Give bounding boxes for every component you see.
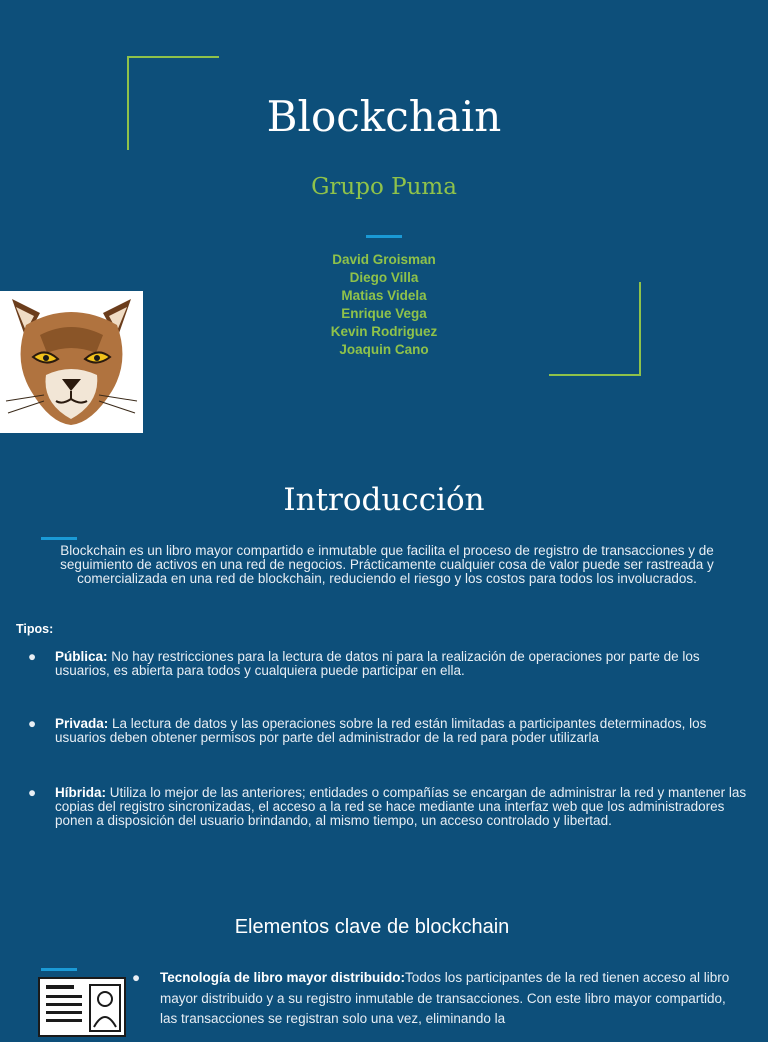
member-name: Joaquin Cano: [339, 342, 429, 357]
elemento-item: [132, 968, 732, 1030]
member-name: Matias Videla: [341, 288, 427, 303]
bullet-icon: ●: [28, 649, 37, 664]
tipo-description: No hay restricciones para la lectura de datos ni para la realización de operaciones por parte de los usuarios, es abierta para todos y cualquiera puede participar en ella.: [55, 649, 700, 678]
accent-divider: [366, 235, 402, 238]
member-name: Enrique Vega: [341, 306, 427, 321]
member-name: Kevin Rodriguez: [330, 324, 438, 339]
bullet-icon: ●: [132, 970, 141, 985]
tipo-item-publica: [28, 650, 754, 678]
accent-divider: [41, 537, 77, 540]
bullet-icon: ●: [28, 785, 37, 800]
tipo-item-privada: [28, 717, 754, 745]
intro-paragraph: Blockchain es un libro mayor compartido e inmutable que facilita el proceso de registro de transacciones y de seguimiento de activos en una red de negocios. Prácticamente cualquier cosa de valor puede ser rastreada y comercializada en una red de blockchain, reduciendo el riesgo y los costos para todos los involucrados.: [60, 543, 714, 586]
page-title: Blockchain: [266, 92, 502, 141]
tipo-description: Utiliza lo mejor de las anteriores; entidades o compañías se encargan de administrar la red y mantener las copias del registro sincronizadas, el acceso a la red se hace mediante una interfaz web que los administradores ponen a disposición del usuario brindando, al mismo tiempo, un acceso controlado y libertad.: [55, 785, 747, 828]
tipo-term: Híbrida:: [55, 785, 107, 800]
corner-frame-bottom-right: [549, 374, 641, 376]
tipos-label: Tipos:: [16, 622, 54, 636]
member-name: David Groisman: [332, 252, 436, 267]
elementos-heading: Elementos clave de blockchain: [234, 916, 510, 938]
page-subtitle: Grupo Puma: [311, 174, 457, 200]
tipo-term: Privada:: [55, 716, 109, 731]
id-document-icon: [38, 977, 126, 1037]
accent-divider: [41, 968, 77, 971]
tipo-description: La lectura de datos y las operaciones sobre la red están limitadas a participantes determinados, los usuarios deben obtener permisos por parte del administrador de la red para poder utilizarla: [55, 716, 707, 745]
puma-logo-icon: [0, 291, 143, 433]
tipo-term: Pública:: [55, 649, 108, 664]
elemento-term: Tecnología de libro mayor distribuido:: [160, 970, 406, 985]
bullet-icon: ●: [28, 716, 37, 731]
tipo-item-hibrida: [28, 786, 754, 828]
member-name: Diego Villa: [349, 270, 419, 285]
corner-frame-top-left: [127, 56, 219, 58]
intro-heading: Introducción: [283, 482, 485, 518]
elemento-description: Todos los participantes de la red tienen acceso al libro mayor distribuido y a su registro inmutable de transacciones. Con este libro mayor compartido, las transacciones se registran solo una vez, eliminando la: [160, 970, 730, 1026]
